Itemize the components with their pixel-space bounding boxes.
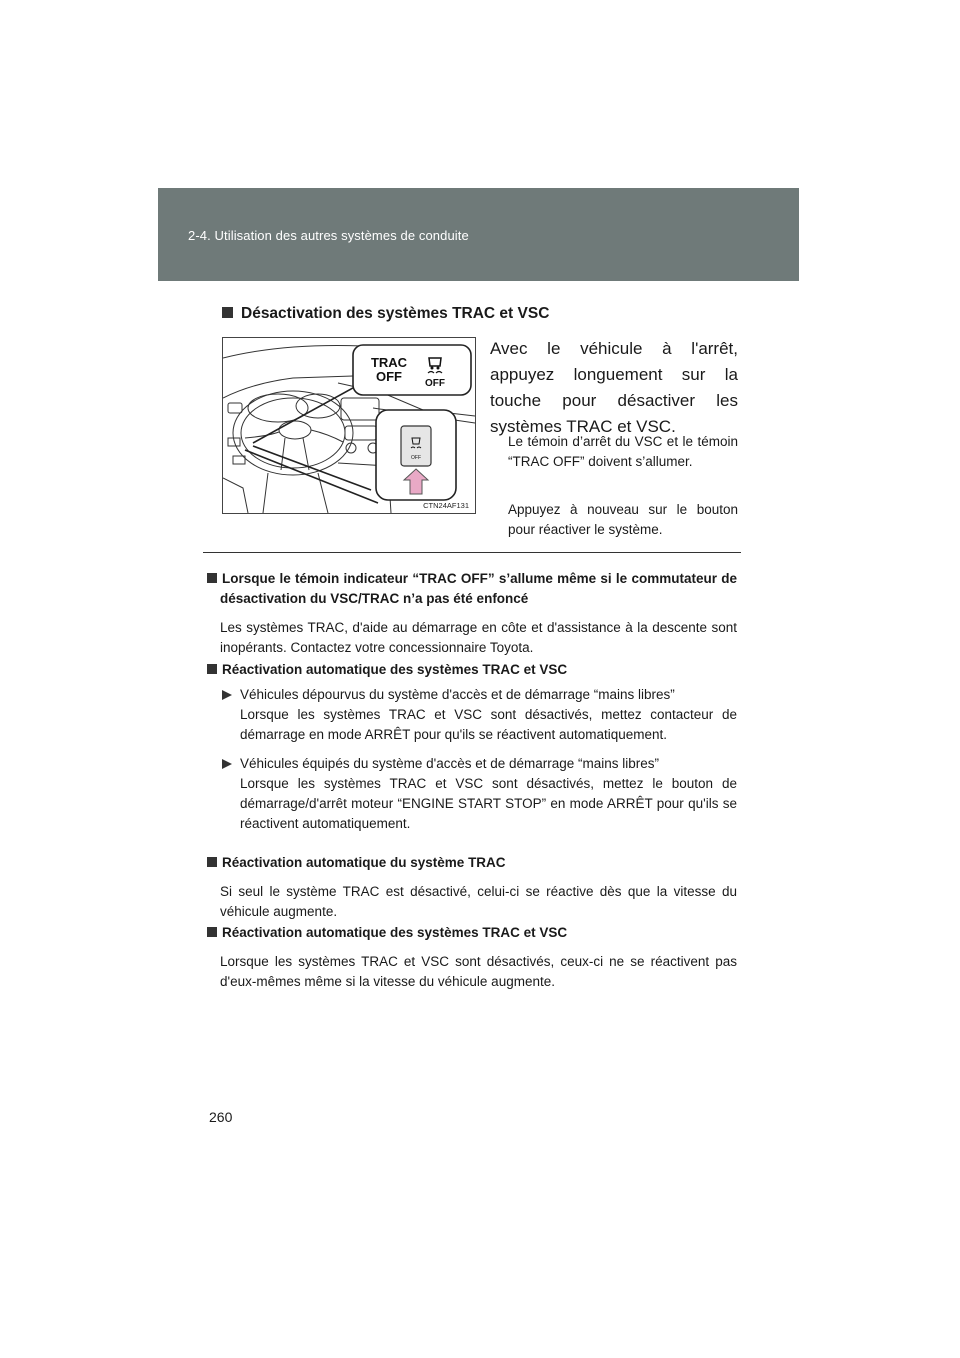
page-number: 260: [209, 1109, 233, 1125]
info-text: Les systèmes TRAC, d'aide au démarrage en côte et d'assistance à la descente sont inopérants. Contactez votre concessionnaire Toyota.: [220, 620, 737, 655]
chapter-header: [158, 188, 799, 281]
info-block-4: [207, 923, 737, 992]
info-block-3: [207, 853, 737, 922]
info-heading-text: Réactivation automatique des systèmes TRAC et VSC: [222, 662, 568, 677]
info-block-1: [207, 569, 737, 658]
list-item-title: Véhicules dépourvus du système d'accès et de démarrage “mains libres”: [240, 687, 675, 702]
lead-paragraph: Avec le véhicule à l'arrêt, appuyez longuement sur la touche pour désactiver les systèmes TRAC et VSC.: [490, 339, 738, 436]
divider: [203, 552, 741, 553]
triangle-bullet-icon: [222, 759, 232, 769]
info-heading-text: Réactivation automatique du système TRAC: [222, 855, 506, 870]
info-text: Lorsque les systèmes TRAC et VSC sont désactivés, ceux-ci ne se réactivent pas d'eux-mêmes même si la vitesse du véhicule augmente.: [220, 954, 737, 989]
list-item-text: Lorsque les systèmes TRAC et VSC sont désactivés, mettez contacteur de démarrage en mode ARRÊT pour qu'ils se réactivent automatiquement.: [240, 707, 737, 742]
info-heading: [207, 569, 737, 609]
triangle-bullet-icon: [222, 690, 232, 700]
section-title: [222, 305, 549, 323]
square-bullet-icon: [207, 573, 217, 583]
list-item: [207, 754, 737, 834]
info-block-2: [207, 660, 737, 834]
dashboard-drawing: [223, 338, 475, 513]
square-bullet-icon: [207, 927, 217, 937]
list-item: [207, 685, 737, 745]
dashboard-illustration: [222, 337, 476, 514]
trac-label: TRAC: [370, 355, 408, 370]
trac-off-label: OFF: [376, 369, 402, 384]
chapter-title: 2-4. Utilisation des autres systèmes de conduite: [188, 228, 469, 243]
section-title-text: Désactivation des systèmes TRAC et VSC: [241, 305, 550, 322]
note-1: Le témoin d’arrêt du VSC et le témoin “TRAC OFF” doivent s’allumer.: [508, 434, 738, 469]
info-heading: [207, 660, 737, 680]
list-item-text: Lorsque les systèmes TRAC et VSC sont désactivés, mettez le bouton de démarrage/d'arrêt moteur “ENGINE START STOP” en mode ARRÊT pour qu'ils se réactivent automatiquement.: [240, 776, 737, 831]
square-bullet-icon: [207, 664, 217, 674]
list-item-title: Véhicules équipés du système d'accès et de démarrage “mains libres”: [240, 756, 660, 771]
note-2: Appuyez à nouveau sur le bouton pour réactiver le système.: [508, 502, 738, 537]
vsc-off-label: OFF: [425, 378, 445, 389]
info-heading-text: Réactivation automatique des systèmes TRAC et VSC: [222, 925, 568, 940]
switch-off-label: OFF: [411, 455, 421, 461]
square-bullet-icon: [222, 307, 233, 318]
square-bullet-icon: [207, 857, 217, 867]
info-heading-text: Lorsque le témoin indicateur “TRAC OFF” s’allume même si le commutateur de désactivation du VSC/TRAC n’a pas été enfoncé: [220, 571, 737, 606]
info-heading: [207, 923, 737, 943]
info-text: Si seul le système TRAC est désactivé, celui-ci se réactive dès que la vitesse du véhicule augmente.: [220, 884, 737, 919]
info-heading: [207, 853, 737, 873]
figure-caption: CTN24AF131: [423, 501, 469, 510]
